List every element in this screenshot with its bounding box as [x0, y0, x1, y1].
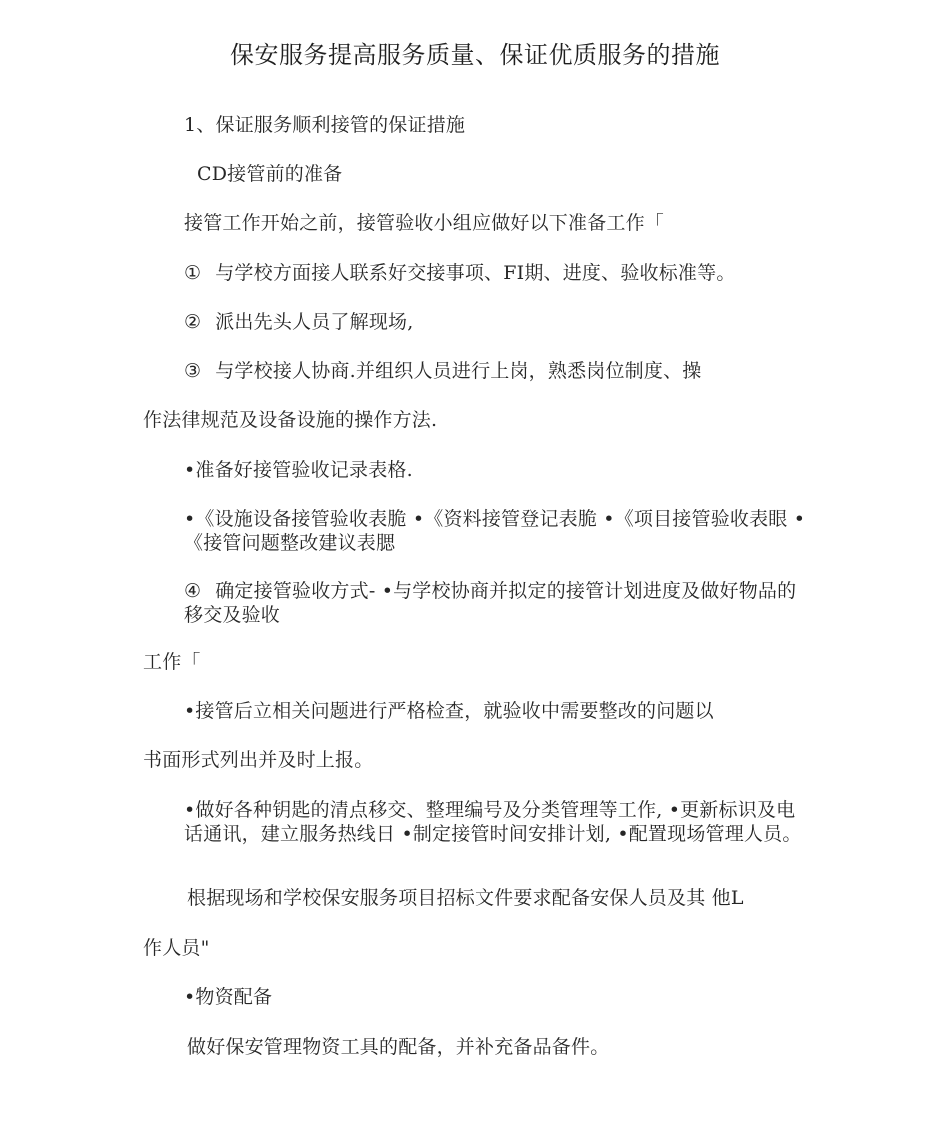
bullet-keys-handover: •做好各种钥匙的清点移交、整理编号及分类管理等工作, •更新标识及电话通讯，建立服务热线日 •制定接管时间安排计划, •配置现场管理人员。: [184, 799, 802, 845]
bullet-materials: •物资配备: [184, 986, 273, 1008]
paragraph-staffing: 根据现场和学校保安服务项目招标文件要求配备安保人员及其 他L: [187, 887, 744, 909]
list-text: 与学校接人协商.并组织人员进行上岗，熟悉岗位制度、操: [215, 360, 702, 382]
bullet-inspection: •接管后立相关问题进行严格检查，就验收中需要整改的问题以: [184, 700, 714, 722]
list-item-1: [184, 261, 736, 285]
list-number: ④: [184, 580, 202, 602]
bullet-forms-list: •《设施设备接管验收表脆 •《资料接管登记表脆 •《项目接管验收表眼 •《接管问题整改建议表腮: [184, 508, 806, 554]
list-item-4-continued: 工作「: [143, 651, 201, 673]
paragraph-intro: 接管工作开始之前，接管验收小组应做好以下准备工作「: [184, 212, 665, 234]
list-item-3-continued: 作法律规范及设备设施的操作方法.: [143, 409, 438, 431]
subsection-heading: CD接管前的准备: [197, 163, 343, 185]
list-text: 与学校方面接人联系好交接事项、FI期、进度、验收标准等。: [215, 262, 736, 284]
paragraph-materials: 做好保安管理物资工具的配备，并补充备品备件。: [187, 1036, 610, 1058]
list-text: 确定接管验收方式- •与学校协商并拟定的接管计划进度及做好物品的移交及验收: [184, 580, 797, 626]
list-item-4: [184, 579, 810, 627]
bullet-inspection-continued: 书面形式列出并及时上报。: [143, 749, 374, 771]
bullet-prepare-forms: •准备好接管验收记录表格.: [184, 459, 413, 481]
list-number: ②: [184, 311, 202, 333]
list-number: ①: [184, 262, 202, 284]
section-heading: 1、保证服务顺利接管的保证措施: [184, 114, 466, 136]
list-text: 派出先头人员了解现场,: [215, 311, 414, 333]
list-item-3: [184, 359, 701, 383]
list-item-2: [184, 310, 413, 334]
paragraph-staffing-continued: 作人员": [143, 937, 210, 959]
document-title: 保安服务提高服务质量、保证优质服务的措施: [230, 41, 720, 69]
list-number: ③: [184, 360, 202, 382]
